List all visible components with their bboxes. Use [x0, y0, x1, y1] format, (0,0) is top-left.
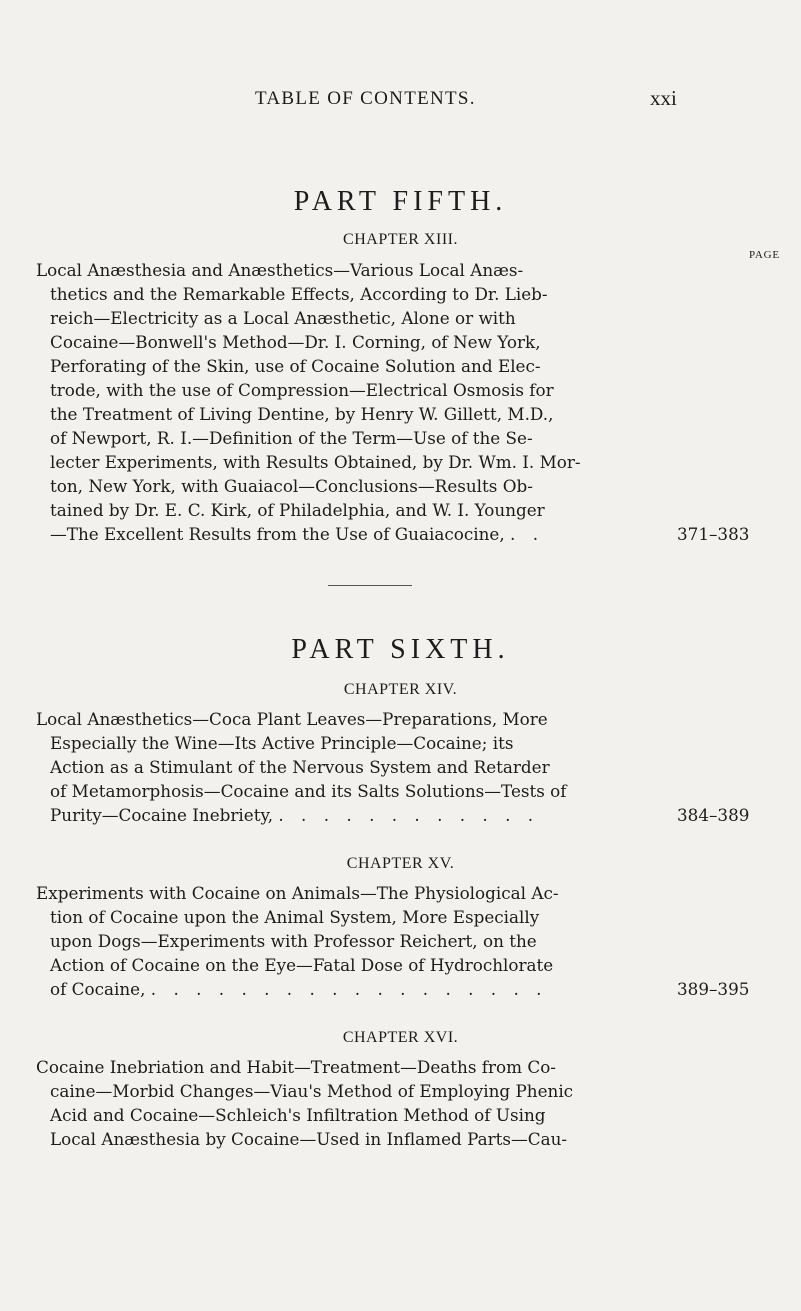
toc-line: Cocaine—Bonwell's Method—Dr. I. Corning, of New York,: [50, 332, 541, 352]
toc-line-last: [50, 522, 544, 546]
toc-line: tion of Cocaine upon the Animal System, More Especially: [50, 907, 540, 927]
page-range: 384–389: [677, 805, 750, 825]
toc-line: Experiments with Cocaine on Animals—The Physiological Ac-: [36, 883, 559, 903]
dot-leader: . .: [510, 524, 545, 544]
toc-line: lecter Experiments, with Results Obtained, by Dr. Wm. I. Mor-: [50, 452, 581, 472]
page-range: 371–383: [677, 524, 750, 544]
toc-line: upon Dogs—Experiments with Professor Reichert, on the: [50, 931, 537, 951]
toc-line: caine—Morbid Changes—Viau's Method of Employing Phenic: [50, 1081, 574, 1101]
part-fifth-title: PART FIFTH.: [293, 186, 508, 217]
toc-line: the Treatment of Living Dentine, by Henry W. Gillett, M.D.,: [50, 404, 554, 424]
toc-line: of Metamorphosis—Cocaine and its Salts Solutions—Tests of: [50, 781, 567, 801]
chapter-xiv-heading: CHAPTER XIV.: [343, 681, 458, 698]
running-title: TABLE OF CONTENTS.: [255, 88, 476, 109]
running-head: [0, 88, 801, 118]
toc-line: Action of Cocaine on the Eye—Fatal Dose of Hydrochlorate: [50, 955, 554, 975]
toc-line-last: [50, 803, 539, 827]
chapter-xvi-heading: CHAPTER XVI.: [342, 1029, 459, 1046]
toc-line: Action as a Stimulant of the Nervous System and Retarder: [50, 757, 550, 777]
page-numeral: xxi: [650, 86, 677, 110]
toc-line: thetics and the Remarkable Effects, According to Dr. Lieb-: [50, 284, 548, 304]
toc-line: reich—Electricity as a Local Anæsthetic, Alone or with: [50, 308, 516, 328]
chapter-xiii-heading: CHAPTER XIII.: [343, 231, 458, 248]
page-range: 389–395: [677, 979, 750, 999]
toc-line: tained by Dr. E. C. Kirk, of Philadelphia, and W. I. Younger: [50, 500, 545, 520]
toc-line-last: [50, 977, 547, 1001]
toc-line-text: of Cocaine,: [50, 979, 146, 999]
toc-line-text: —The Excellent Results from the Use of Guaiacocine,: [50, 524, 505, 544]
toc-line: Local Anæsthetics—Coca Plant Leaves—Preparations, More: [36, 709, 548, 729]
toc-line-text: Purity—Cocaine Inebriety,: [50, 805, 274, 825]
page-column-label: PAGE: [749, 249, 780, 261]
dot-leader: . . . . . . . . . . . . . . . . . .: [150, 979, 548, 999]
toc-line: ton, New York, with Guaiacol—Conclusions—Results Ob-: [50, 476, 533, 496]
toc-line: Especially the Wine—Its Active Principle—Cocaine; its: [50, 733, 514, 753]
toc-line: Cocaine Inebriation and Habit—Treatment—Deaths from Co-: [36, 1057, 556, 1077]
dot-leader: . . . . . . . . . . . .: [278, 805, 540, 825]
toc-line: Perforating of the Skin, use of Cocaine Solution and Elec-: [50, 356, 541, 376]
toc-line: Acid and Cocaine—Schleich's Infiltration Method of Using: [50, 1105, 546, 1125]
toc-line: Local Anæsthesia by Cocaine—Used in Inflamed Parts—Cau-: [50, 1129, 568, 1149]
part-sixth-title: PART SIXTH.: [291, 634, 510, 665]
toc-line: trode, with the use of Compression—Electrical Osmosis for: [50, 380, 554, 400]
toc-line: Local Anæsthesia and Anæsthetics—Various Local Anæs-: [36, 260, 524, 280]
toc-line: of Newport, R. I.—Definition of the Term—Use of the Se-: [50, 428, 533, 448]
section-divider: [328, 585, 412, 586]
chapter-xv-heading: CHAPTER XV.: [346, 855, 455, 872]
